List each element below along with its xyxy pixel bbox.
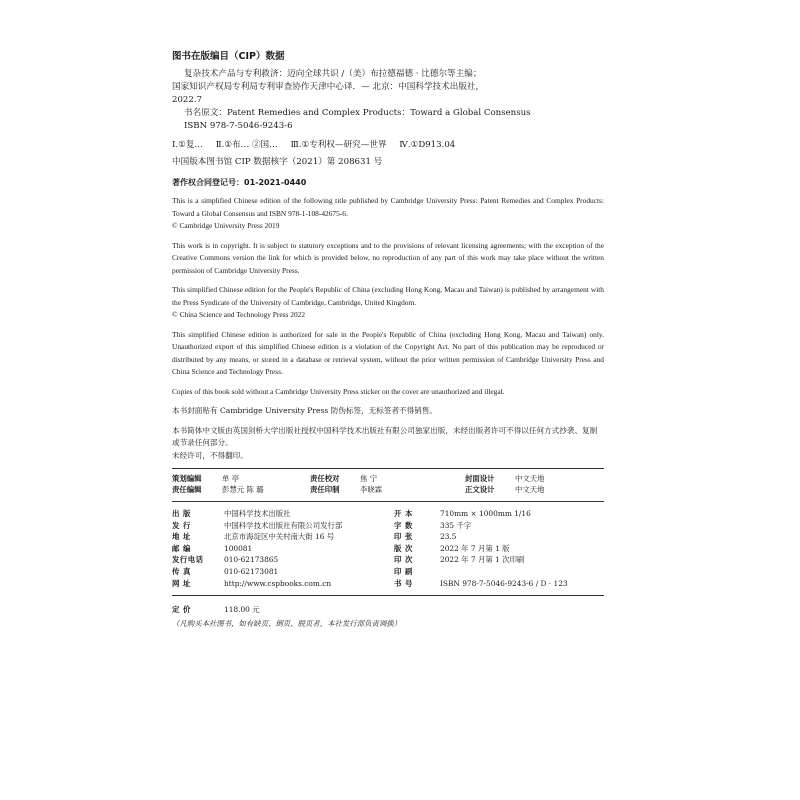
cip-class-numbers: [172, 139, 604, 152]
cip-isbn: ISBN 978-7-5046-9243-6: [184, 121, 293, 131]
divider: [172, 468, 604, 469]
cip-line: 国家知识产权局专利局专利审查协作天津中心译．— 北京：中国科学技术出版社，: [172, 82, 485, 92]
divider: [172, 501, 604, 502]
staff-credits: [172, 473, 604, 495]
cip-line: 2022.7: [172, 95, 203, 105]
pub-row: 发行电话 010-62173865 印 次 2022 年 7 月第 1 次印刷: [172, 555, 525, 565]
pub-row: 邮 编 100081 版 次 2022 年 7 月第 1 版: [172, 543, 510, 553]
en-paragraph: This is a simplified Chinese edition of the following title published by Cambridge University Press: Patent Remedies and Complex Products: Toward a Global Consensus and ISBN 978-1-108-42675-6. © Cambridge University Press 2019: [172, 196, 604, 230]
copyright-page: [172, 48, 604, 629]
copyright-registration: 著作权合同登记号：01-2021-0440: [172, 178, 307, 187]
cip-class-item: Ⅰ.①复…: [172, 140, 204, 150]
cip-line: 复杂技术产品与专利救济：迈向全球共识 /（美）布拉德福德 · 比德尔等主编；: [184, 69, 482, 79]
return-notice: （凡购买本社图书，如有缺页、倒页、脱页者，本社发行部负责调换）: [172, 619, 402, 629]
pub-row: 地 址 北京市海淀区中关村南大街 16 号 印 张 23.5: [172, 532, 457, 542]
cip-national-record: 中国版本图书馆 CIP 数据核字（2021）第 208631 号: [172, 157, 383, 167]
pub-row: 发 行 中国科学技术出版社有限公司发行部 字 数 335 千字: [172, 520, 472, 530]
en-paragraph: This simplified Chinese edition is authorized for sale in the People's Republic of China (excluding Hong Kong, Macau and Taiwan) only. Unauthorized export of this simplified Chinese edition is a violation of the Copyright Act. No part of this publication may be reproduced or distributed by any means, or stored in a database or retrieval system, without the prior written permission of Cambridge University Press and China Science and Technology Press.: [172, 329, 604, 376]
divider: [172, 595, 604, 596]
en-paragraph: Copies of this book sold without a Cambridge University Press sticker on the cover are unauthorized and illegal.: [172, 386, 505, 396]
cip-heading: 图书在版编目（CIP）数据: [172, 51, 285, 62]
en-paragraph: This simplified Chinese edition for the People's Republic of China (excluding Hong Kong, Macau and Taiwan) is published by arrangement with the Press Syndicate of the University of Cambridge, Cambridge, United Kingdom. © China Science and Technology Press 2022: [172, 285, 604, 319]
pub-row: 传 真 010-62173081 印 刷: [172, 566, 413, 576]
cip-class-item: Ⅱ.①布… ②国…: [215, 140, 278, 150]
staff-row: 策划编辑 单 亭 责任校对 焦 宁 封面设计 中文天地: [172, 474, 545, 483]
cn-notice: 本书封面贴有 Cambridge University Press 防伪标签，无标签者不得销售。: [172, 406, 438, 415]
pub-row: 出 版 中国科学技术出版社 开 本 710mm × 1000mm 1/16: [172, 509, 531, 518]
publication-info: [172, 508, 604, 589]
staff-row: 责任编辑 彭慧元 陈 璐 责任印制 李晓霖 正文设计 中文天地: [172, 485, 545, 494]
cip-class-item: Ⅲ.①专利权—研究—世界: [290, 140, 387, 150]
en-paragraph: This work is in copyright. It is subject to statutory exceptions and to the provisions of relevant licensing agreements; with the exception of the Creative Commons version the link for which is provided below, no reproduction of any part of this work may take place without the written permission of Cambridge University Press.: [172, 240, 604, 275]
pub-row: 网 址 http://www.cspbooks.com.cn 书 号 ISBN 978-7-5046-9243-6 / D · 123: [172, 578, 568, 588]
cip-class-item: Ⅳ.①D913.04: [399, 140, 456, 150]
price: 定 价 118.00 元: [172, 605, 260, 615]
cip-original-title: 书名原文：Patent Remedies and Complex Products：Toward a Global Consensus: [184, 108, 531, 118]
cn-notice: 本书简体中文版由英国剑桥大学出版社授权中国科学技术出版社有限公司独家出版，未经出版者许可不得以任何方式抄袭、复制或节录任何部分。 未经许可，不得翻印。: [172, 425, 598, 460]
